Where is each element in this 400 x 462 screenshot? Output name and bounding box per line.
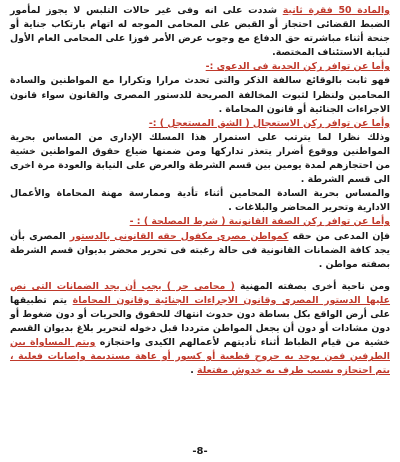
closing-highlight-1: ( محامى حر ) يجب أن يجد الضمانات التى نص عليها الدستور المصرى وقانون الاجراءات الجنائية وقانون المحاماة [10, 280, 391, 306]
standing-text-start: فإن المدعى من حقه [288, 230, 390, 242]
section-body-seriousness: فهو ثابت بالوقائع سالفة الذكر والتى تحدث مرارا وتكرارا مع المواطنين والسادة المحامين ولنظرا لثبوت المخالفة الصريحة للدستور المصرى والقانون سواء قانون الاجراءات الجنائية أو قانون المحاماة . [10, 75, 390, 115]
section-body-urgency-2: والمساس بحرية السادة المحامين أثناء تأدية وممارسة مهنة المحاماة والأعمال الادارية وتحرير المحاضر والبلاغات . [10, 188, 390, 214]
standing-text-highlight: كمواطن مصرى مكفول حقه القانونى بالدستور [69, 230, 289, 242]
standing-text-end: المصرى بأن يجد كافة الضمانات القانونية فى حالة رغبته فى تحرير محضر بديوان قسم الشرطة بصفته مواطن . [10, 230, 390, 270]
section-body-standing [10, 230, 390, 272]
closing-text-3: . [190, 365, 198, 377]
closing-paragraph [10, 280, 390, 379]
article-reference: والمادة 50 فقرة ثانية [282, 5, 390, 16]
closing-text-1: ومن ناحية أخرى بصفته المهنية [234, 280, 391, 292]
intro-text: شددت على انه وفى غير حالات التلبس لا يجوز لمأمور الضبط القضائى احتجاز أو القبض على المحامى الموجه له اتهام بارتكاب جناية أو جنحة أثناء مباشرته حق الدفاع مع وجوب عرض الأمر فوزا على المحامى العام الأول لنيابة الاستئناف المختصة. [10, 5, 390, 59]
section-heading-standing: وأما عن توافر ركن الصفة القانونية ( شرط المصلحة ) : - [129, 216, 390, 228]
paragraph-gap [10, 272, 390, 280]
page-number: -8- [192, 445, 208, 457]
intro-paragraph [10, 4, 390, 60]
section-heading-seriousness: وأما عن توافر ركن الجدية فى الدعوى :- [205, 61, 390, 73]
section-body-urgency: وذلك نظرا لما يترتب على استمرار هذا المسلك الإدارى من المساس بحرية المواطنين ووقوع أضرار يتعذر تداركها ومن ضمنها ضياع حقوق المواطنين خشية من احتجازهم لمدة يومين بين قسم الشرطة والعرض على النيابة والعودة مرة اخرى الى قسم الشرطة . [10, 131, 390, 186]
closing-text-2: يتم تطبيقها على أرض الواقع بكل بساطة دون حدوث انتهاك للحقوق والحريات أو دون ضغوط أو دون مشادات أو دون أن يجعل المواطن مترددا قبل دخوله لتحرير بلاغ بديوان القسم خشية من قيام الظباط أثناء تأديتهم لأعمالهم الكيدى واحتجازه [10, 294, 391, 349]
section-heading-urgency: وأما عن توافر ركن الاستعجال ( الشق المستعجل ) :- [148, 117, 390, 129]
closing-highlight-2: وبتم المساواة بين الطرفين فمن يوجد به جروح قطعية أو كسور أو عاهة مستديمة واصابات فعلية ، يتم احتجازه بسبب طرف به خدوش مفتعلة [10, 337, 390, 377]
